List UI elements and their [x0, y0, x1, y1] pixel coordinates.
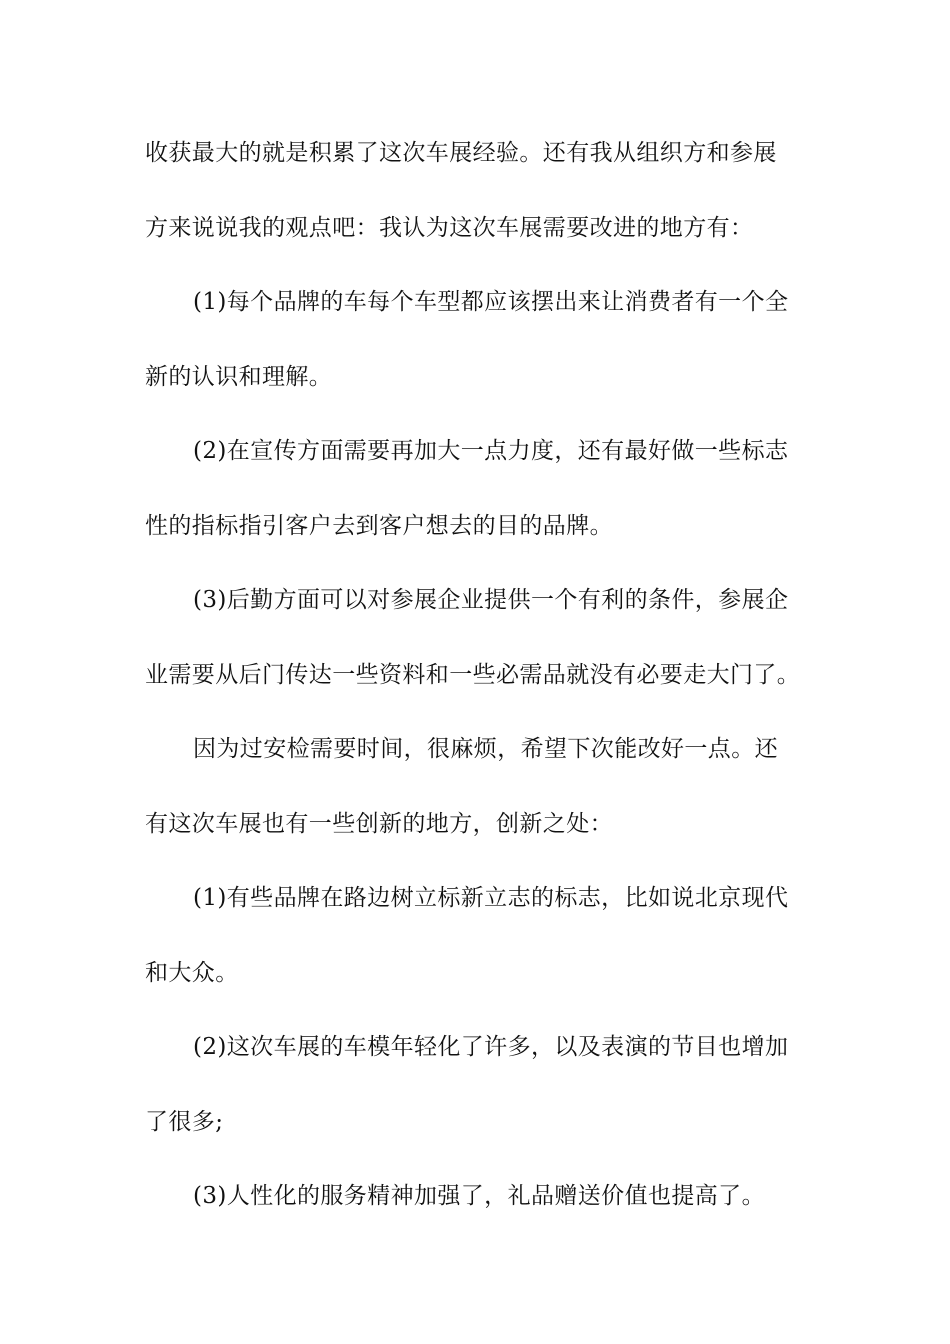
text-line-12: 和大众。 — [145, 959, 239, 986]
text-line-9: 因为过安检需要时间，很麻烦，希望下次能改好一点。还 — [193, 736, 778, 762]
document-body — [145, 130, 810, 1248]
text-line-4: 新的认识和理解。 — [145, 363, 333, 390]
text-line-15: (3)人性化的服务精神加强了，礼品赠送价值也提高了。 — [193, 1183, 765, 1209]
text-line-10: 有这次车展也有一些创新的地方，创新之处： — [145, 810, 613, 837]
text-line-8: 业需要从后门传达一些资料和一些必需品就没有必要走大门了。 — [145, 661, 801, 688]
text-line-6: 性的指标指引客户去到客户想去的目的品牌。 — [145, 512, 613, 539]
text-line-3: (1)每个品牌的车每个车型都应该摆出来让消费者有一个全 — [193, 289, 789, 315]
text-line-1: 收获最大的就是积累了这次车展经验。还有我从组织方和参展 — [145, 140, 777, 166]
text-line-13: (2)这次车展的车模年轻化了许多，以及表演的节目也增加 — [193, 1034, 789, 1060]
text-line-2: 方来说说我的观点吧：我认为这次车展需要改进的地方有： — [145, 214, 754, 241]
text-line-7: (3)后勤方面可以对参展企业提供一个有利的条件，参展企 — [193, 587, 789, 613]
text-line-5: (2)在宣传方面需要再加大一点力度，还有最好做一些标志 — [193, 438, 789, 464]
text-line-11: (1)有些品牌在路边树立标新立志的标志，比如说北京现代 — [193, 885, 789, 911]
text-line-14: 了很多; — [145, 1108, 224, 1135]
